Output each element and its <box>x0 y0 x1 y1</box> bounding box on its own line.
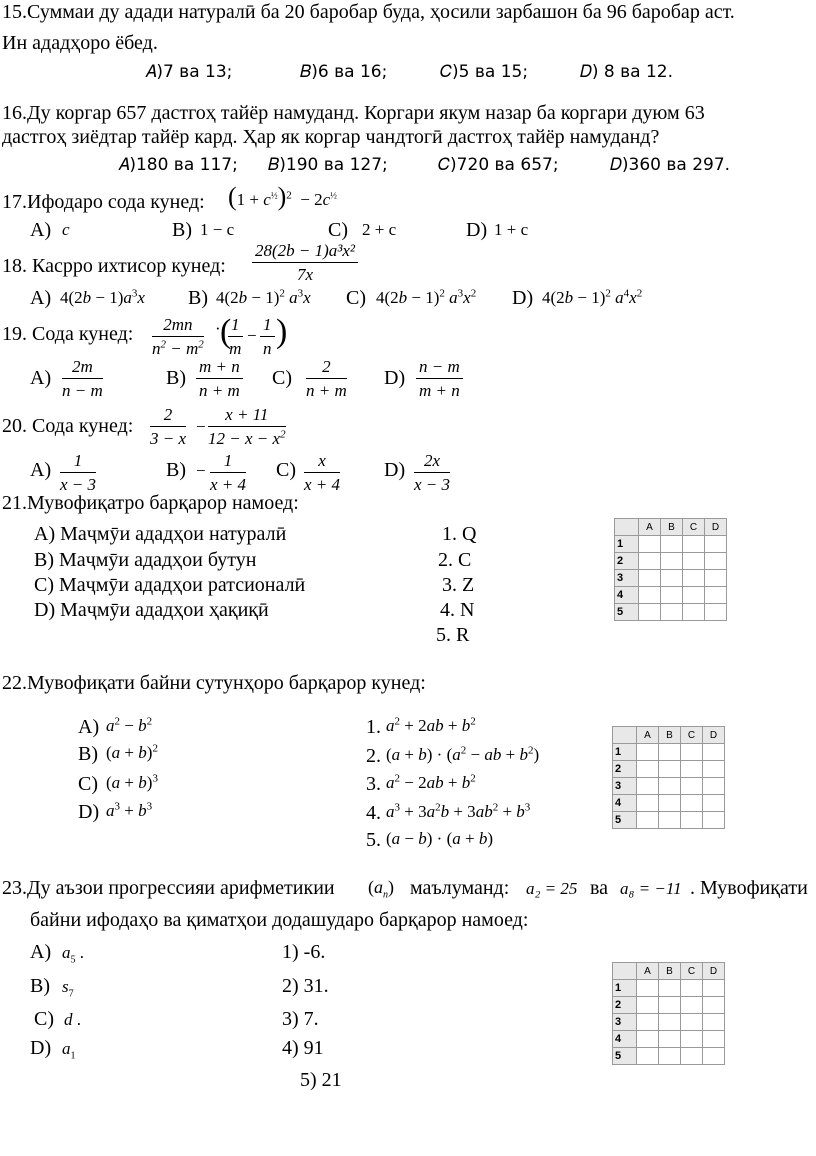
answer-cell[interactable] <box>659 997 681 1014</box>
q20-text: 20. Сода кунед: <box>2 415 134 437</box>
answer-cell[interactable] <box>637 744 659 761</box>
grid-column-header: A <box>639 519 661 536</box>
q18-denominator: 7x <box>297 265 314 284</box>
answer-cell[interactable] <box>659 980 681 997</box>
q17-option-a-label: A) <box>30 219 52 241</box>
q23-va: ва <box>590 877 609 899</box>
answer-cell[interactable] <box>705 604 727 621</box>
grid-row-header: 5 <box>615 604 639 621</box>
grid-column-header: B <box>659 727 681 744</box>
answer-cell[interactable] <box>683 570 705 587</box>
q19-dot: · <box>215 319 221 338</box>
answer-cell[interactable] <box>637 1031 659 1048</box>
answer-cell[interactable] <box>683 604 705 621</box>
q19-option-d-fraction: $\frac{n - m}{m + n}$ <box>416 358 463 399</box>
q21-left-b: B) Маҷмӯи ададҳои бутун <box>34 549 257 571</box>
q22-num-1: 1. <box>366 716 381 738</box>
answer-cell[interactable] <box>681 1031 703 1048</box>
q22-value-5: (a − b) · (a + b) <box>386 829 494 848</box>
answer-cell[interactable] <box>681 795 703 812</box>
q19-option-d-label: D) <box>384 367 406 389</box>
q23-line1a: 23.Ду аъзои прогрессияи арифметикии <box>2 877 335 899</box>
answer-cell[interactable] <box>703 1014 725 1031</box>
q22-option-c-value: $(a + b)^3$ <box>106 772 158 792</box>
q20-expr-fraction-1: $\frac{2}{3 - x}$ <box>150 405 187 448</box>
answer-cell[interactable] <box>681 980 703 997</box>
q19-minus: − <box>247 326 257 345</box>
q17-option-d-label: D) <box>466 219 488 241</box>
q18-option-d-label: D) <box>512 287 534 309</box>
grid-column-header: B <box>659 963 681 980</box>
q21-right-5: 5. R <box>436 624 470 646</box>
q23-option-a-value: $a_5$ . <box>62 943 84 966</box>
q21-left-a: A) Маҷмӯи ададҳои натуралӣ <box>34 523 287 545</box>
q18-fraction <box>252 242 358 283</box>
q19-option-a-label: A) <box>30 367 52 389</box>
q17-option-a-value: c <box>62 220 70 239</box>
grid-column-header: C <box>683 519 705 536</box>
q17-option-b-value: 1 − c <box>200 220 235 239</box>
q20-option-d-fraction: $\frac{2x}{x - 3}$ <box>414 451 451 494</box>
q19-option-c-label: C) <box>272 367 292 389</box>
q18-option-b-label: B) <box>188 287 208 309</box>
q18-option-b-value: $4(2b - 1)^2$ $a^3x$ <box>216 287 311 307</box>
q19-expr-1n: $\frac{1}{n}$ <box>260 316 275 357</box>
answer-cell[interactable] <box>705 553 727 570</box>
answer-cell[interactable] <box>703 980 725 997</box>
q22-answer-grid <box>612 726 725 829</box>
grid-column-header: C <box>681 727 703 744</box>
q17-expression: $(1 + c^{\frac{1}{2}})^2 - 2c^{\frac{1}{2}}$ <box>228 182 337 211</box>
grid-column-header: B <box>661 519 683 536</box>
grid-column-header <box>613 963 637 980</box>
q20-option-c-fraction: $\frac{x}{x + 4}$ <box>304 451 341 494</box>
answer-cell[interactable] <box>639 604 661 621</box>
q23-sequence: $(a_n)$ <box>368 877 394 901</box>
grid-row-header: 1 <box>615 536 639 553</box>
answer-cell[interactable] <box>639 587 661 604</box>
q22-value-1: $a^2 + 2ab + b^2$ <box>386 715 476 735</box>
answer-cell[interactable] <box>637 778 659 795</box>
q23-option-d-value: $a_1$ <box>62 1039 76 1062</box>
answer-cell[interactable] <box>703 795 725 812</box>
q23-value-2: 2) 31. <box>282 975 329 997</box>
grid-row-header: 4 <box>613 795 637 812</box>
q16-option-d: 𝐷)360 ва 297. <box>610 155 731 175</box>
q22-num-2: 2. <box>366 745 381 767</box>
q22-option-b-label: B) <box>78 743 98 765</box>
q20-option-d-label: D) <box>384 459 406 481</box>
grid-column-header: D <box>703 963 725 980</box>
q23-value-4: 4) 91 <box>282 1037 324 1059</box>
answer-cell[interactable] <box>659 812 681 829</box>
answer-cell[interactable] <box>659 1031 681 1048</box>
answer-cell[interactable] <box>659 795 681 812</box>
q17-option-b-label: B) <box>172 219 192 241</box>
answer-cell[interactable] <box>637 795 659 812</box>
q22-num-5: 5. <box>366 829 381 851</box>
answer-cell[interactable] <box>683 536 705 553</box>
answer-cell[interactable] <box>659 761 681 778</box>
q20-option-b-label: B) <box>166 459 186 481</box>
answer-cell[interactable] <box>681 1014 703 1031</box>
q22-value-2: $(a + b) \cdot (a^2$ − ab + $b^2$) <box>386 744 540 764</box>
grid-row-header: 4 <box>615 587 639 604</box>
answer-cell[interactable] <box>637 761 659 778</box>
q17-option-c-value: 2 + c <box>362 220 397 239</box>
answer-cell[interactable] <box>703 1048 725 1065</box>
q23-value-5: 5) 21 <box>300 1069 342 1091</box>
grid-row-header: 3 <box>613 1014 637 1031</box>
answer-cell[interactable] <box>639 570 661 587</box>
q22-option-d-value: $a^3 + b^3$ <box>106 800 153 820</box>
q18-option-a-value: $4(2b - 1)a^3x$ <box>60 287 145 307</box>
answer-cell[interactable] <box>659 744 681 761</box>
answer-cell[interactable] <box>639 553 661 570</box>
q21-right-1: 1. Q <box>442 523 477 545</box>
q19-paren-open: ( <box>220 313 232 350</box>
grid-column-header: A <box>637 963 659 980</box>
answer-cell[interactable] <box>703 812 725 829</box>
answer-cell[interactable] <box>659 1014 681 1031</box>
q22-option-d-label: D) <box>78 801 100 823</box>
q22-option-a-value: $a^2 - b^2$ <box>106 715 153 735</box>
answer-cell[interactable] <box>637 1014 659 1031</box>
q17-option-c-label: C) <box>328 219 348 241</box>
q18-option-a-label: A) <box>30 287 52 309</box>
answer-cell[interactable] <box>639 536 661 553</box>
grid-column-header: D <box>703 727 725 744</box>
q23-option-c-value: d . <box>64 1010 81 1029</box>
answer-cell[interactable] <box>703 997 725 1014</box>
grid-row-header: 1 <box>613 980 637 997</box>
q23-line1c: . Мувофиқати <box>690 877 808 899</box>
answer-cell[interactable] <box>637 1048 659 1065</box>
q23-option-b-label: B) <box>30 975 50 997</box>
q15-option-a: 𝐴)7 ва 13; <box>145 62 233 82</box>
q18-option-c-label: C) <box>346 287 366 309</box>
q19-text: 19. Сода кунед: <box>2 323 134 345</box>
answer-cell[interactable] <box>637 980 659 997</box>
answer-cell[interactable] <box>661 570 683 587</box>
answer-cell[interactable] <box>681 812 703 829</box>
answer-cell[interactable] <box>681 744 703 761</box>
q23-line1b: маълуманд: <box>410 877 510 899</box>
q20-minus: − <box>196 417 206 436</box>
q17-text: 17.Ифодаро сода кунед: <box>2 191 205 213</box>
grid-row-header: 5 <box>613 812 637 829</box>
q15-line1: 15.Суммаи ду адади натуралӣ ба 20 баробар буда, ҳосили зарбашон ба 96 баробар аст. <box>2 1 735 23</box>
q15-option-b: 𝐵)6 ва 16; <box>300 62 388 82</box>
answer-cell[interactable] <box>683 553 705 570</box>
answer-cell[interactable] <box>659 778 681 795</box>
q23-option-b-value: $s_7$ <box>62 977 74 1000</box>
q15-option-c: 𝐶)5 ва 15; <box>440 62 529 82</box>
q23-a8: a₈ = −11 <box>620 879 682 898</box>
q23-value-1: 1) -6. <box>282 941 326 963</box>
answer-cell[interactable] <box>681 761 703 778</box>
grid-row-header: 2 <box>613 997 637 1014</box>
q21-left-d: D) Маҷмӯи ададҳои ҳақиқӣ <box>34 599 269 621</box>
q16-line2: дастгоҳ зиёдтар тайёр кард. Ҳар як коргар чандтогӣ дастгоҳ тайёр намуданд? <box>2 126 660 148</box>
q18-option-c-value: $4(2b - 1)^2$ $a^3x^2$ <box>376 287 477 307</box>
q20-option-a-fraction: $\frac{1}{x - 3}$ <box>60 451 97 494</box>
q19-option-c-fraction: $\frac{2}{n + m}$ <box>306 357 347 400</box>
q16-option-b: 𝐵)190 ва 127; <box>268 155 388 175</box>
answer-cell[interactable] <box>661 553 683 570</box>
q22-option-b-value: $(a + b)^2$ <box>106 742 158 762</box>
q18-text: 18. Касрро ихтисор кунед: <box>2 255 226 277</box>
answer-cell[interactable] <box>705 536 727 553</box>
answer-cell[interactable] <box>703 778 725 795</box>
q19-option-a-fraction: $\frac{2m}{n - m}$ <box>62 357 103 400</box>
q18-numerator: 28(2b − 1)a³x² <box>252 242 358 263</box>
answer-cell[interactable] <box>703 761 725 778</box>
answer-cell[interactable] <box>661 587 683 604</box>
answer-cell[interactable] <box>659 1048 681 1065</box>
answer-cell[interactable] <box>681 997 703 1014</box>
grid-column-header: D <box>705 519 727 536</box>
q21-right-2: 2. C <box>438 549 472 571</box>
grid-row-header: 5 <box>613 1048 637 1065</box>
q19-expr-1m: $\frac{1}{m}$ <box>229 315 242 358</box>
q19-paren-close: ) <box>276 313 288 350</box>
q23-a2: a₂ = 25 <box>526 879 578 898</box>
q22-text: 22.Мувофиқати байни сутунҳоро барқарор кунед: <box>2 672 426 694</box>
q22-value-4: $a^3 + 3a^2b + 3ab^2 + b^3$ <box>386 801 531 821</box>
grid-row-header: 4 <box>613 1031 637 1048</box>
answer-cell[interactable] <box>703 744 725 761</box>
q20-option-a-label: A) <box>30 459 52 481</box>
answer-cell[interactable] <box>705 570 727 587</box>
q20-expr-fraction-2: $\frac{x + 11}{12 - x - x^2}$ <box>208 405 286 448</box>
q17-option-d-value: 1 + c <box>494 220 529 239</box>
q15-option-d: 𝐷) 8 ва 12. <box>580 62 673 82</box>
answer-cell[interactable] <box>681 778 703 795</box>
q21-answer-grid <box>614 518 727 621</box>
q23-line2: байни ифодаҳо ва қиматҳои додашударо барқарор намоед: <box>30 909 529 931</box>
grid-row-header: 3 <box>613 778 637 795</box>
q21-right-4: 4. N <box>440 599 475 621</box>
grid-column-header: A <box>637 727 659 744</box>
q23-value-3: 3) 7. <box>282 1008 319 1030</box>
q19-option-b-label: B) <box>166 367 186 389</box>
q16-line1: 16.Ду коргар 657 дастгоҳ тайёр намуданд. Коргари якум назар ба коргари дуюм 63 <box>2 102 705 124</box>
grid-row-header: 3 <box>615 570 639 587</box>
grid-row-header: 2 <box>613 761 637 778</box>
grid-row-header: 2 <box>615 553 639 570</box>
grid-column-header <box>615 519 639 536</box>
answer-cell[interactable] <box>705 587 727 604</box>
q22-option-c-label: C) <box>78 773 98 795</box>
q22-option-a-label: A) <box>78 716 100 738</box>
q22-num-3: 3. <box>366 773 381 795</box>
grid-column-header <box>613 727 637 744</box>
q23-option-c-label: C) <box>34 1008 54 1030</box>
q20-option-b-minus: − <box>196 461 206 480</box>
q20-option-c-label: C) <box>276 459 296 481</box>
q16-option-a: 𝐴)180 ва 117; <box>118 155 238 175</box>
q21-right-3: 3. Z <box>442 574 475 596</box>
answer-cell[interactable] <box>661 536 683 553</box>
q16-option-c: 𝐶)720 ва 657; <box>438 155 559 175</box>
q15-line2: Ин ададҳоро ёбед. <box>2 32 158 54</box>
q19-expr-fraction: $\frac{2mn}{n^2 - m^2}$ <box>152 315 204 358</box>
answer-cell[interactable] <box>661 604 683 621</box>
q19-option-b-fraction: $\frac{m + n}{n + m}$ <box>196 358 243 399</box>
grid-row-header: 1 <box>613 744 637 761</box>
answer-cell[interactable] <box>637 812 659 829</box>
answer-cell[interactable] <box>703 1031 725 1048</box>
q18-option-d-value: $4(2b - 1)^2$ $a^4x^2$ <box>542 287 643 307</box>
q23-option-a-label: A) <box>30 941 52 963</box>
grid-column-header: C <box>681 963 703 980</box>
answer-cell[interactable] <box>683 587 705 604</box>
q20-option-b-fraction: $\frac{1}{x + 4}$ <box>210 451 247 494</box>
q22-value-3: $a^2 - 2ab + b^2$ <box>386 772 476 792</box>
q21-text: 21.Мувофиқатро барқарор намоед: <box>2 492 299 514</box>
answer-cell[interactable] <box>681 1048 703 1065</box>
q23-answer-grid <box>612 962 725 1065</box>
q21-left-c: C) Маҷмӯи ададҳои ратсионалӣ <box>34 574 306 596</box>
q23-option-d-label: D) <box>30 1037 52 1059</box>
answer-cell[interactable] <box>637 997 659 1014</box>
q22-num-4: 4. <box>366 802 381 824</box>
